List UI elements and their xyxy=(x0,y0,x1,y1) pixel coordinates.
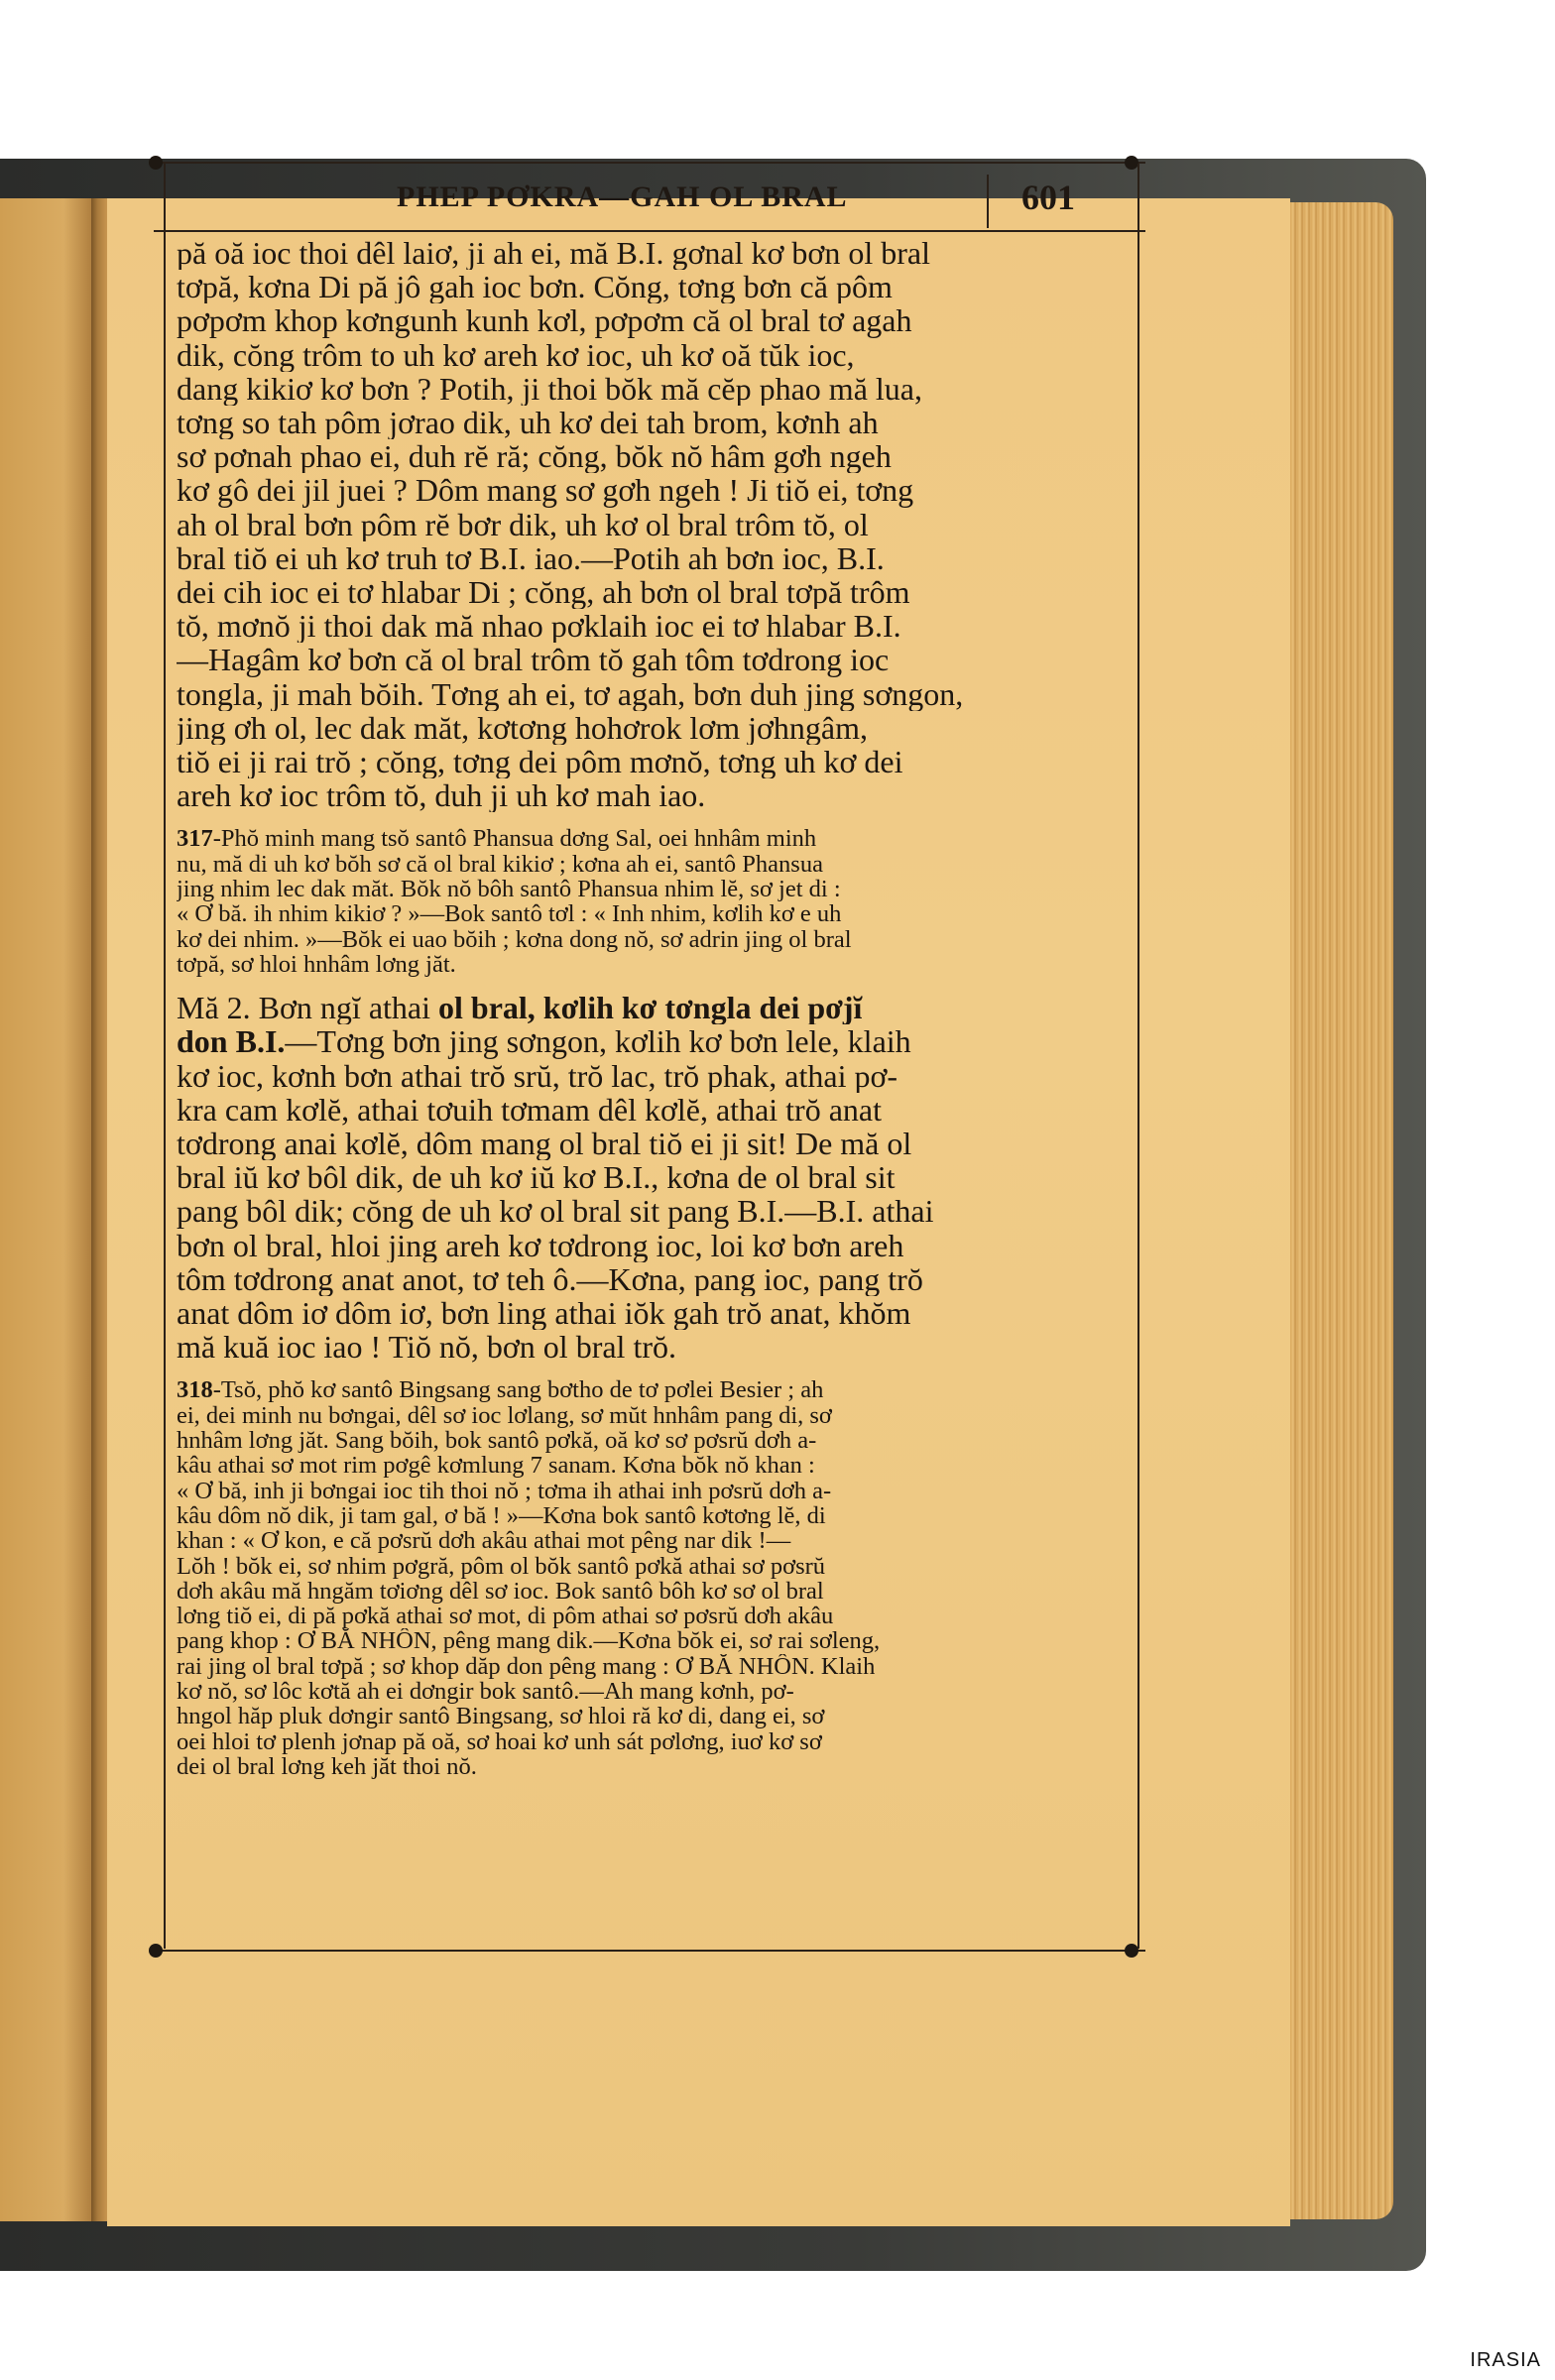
paragraph-2-line: mă kuă ioc iao ! Tiŏ nŏ, bơn ol bral trŏ. xyxy=(177,1330,676,1365)
paragraph-1-line: tiŏ ei ji rai trŏ ; cŏng, tơng dei pôm mơnŏ, tơng uh kơ dei xyxy=(177,745,903,779)
page-body xyxy=(177,236,1127,1779)
bottom-rule xyxy=(154,1950,1145,1952)
note-line: rai jing ol bral tơpă ; sơ khop dăp don pêng mang : Ơ BĂ NHÔN. Klaih xyxy=(177,1653,876,1680)
paragraph-2-line: bral iŭ kơ bôl dik, de uh kơ iŭ kơ B.I., kơna de ol bral sit xyxy=(177,1160,896,1195)
note-line: dei ol bral lơng keh jăt thoi nŏ. xyxy=(177,1753,477,1780)
paragraph-1-line: kơ gô dei jil juei ? Dôm mang sơ gơh ngeh ! Ji tiŏ ei, tơng xyxy=(177,473,914,508)
corner-ornament-icon xyxy=(149,1944,163,1958)
paragraph-2-line: tơdrong anai kơlĕ, dôm mang ol bral tiŏ ei ji sit! De mă ol xyxy=(177,1127,912,1161)
note-line: jing nhim lec dak măt. Bŏk nŏ bôh santô Phansua nhim lĕ, sơ jet di : xyxy=(177,877,841,902)
running-title: PHEP PƠKRA—GAH OL BRAL xyxy=(397,180,848,213)
note-line: tơpă, sơ hloi hnhâm lơng jăt. xyxy=(177,951,456,978)
paragraph-2-line: don B.I.—Tơng bơn jing sơngon, kơlih kơ bơn lele, klaih xyxy=(177,1024,911,1059)
page-edges xyxy=(1290,202,1393,2219)
corner-ornament-icon xyxy=(149,156,163,170)
note-line: kâu athai sơ mot rim pơgê kơmlung 7 sanam. Kơna bŏk nŏ khan : xyxy=(177,1453,815,1479)
note-line: dơh akâu mă hngăm tơiơng dêl sơ ioc. Bok santô bôh kơ sơ ol bral xyxy=(177,1578,824,1605)
paragraph-1-line: dik, cŏng trôm to uh kơ areh kơ ioc, uh kơ oă tŭk ioc, xyxy=(177,337,855,372)
note-line: pang khop : Ơ BĂ NHÔN, pêng mang dik.—Kơna bŏk ei, sơ rai sơleng, xyxy=(177,1628,881,1654)
paragraph-2-line: kra cam kơlĕ, athai tơuih tơmam dêl kơlĕ, athai trŏ anat xyxy=(177,1092,882,1128)
paragraph-1 xyxy=(177,236,1127,812)
paragraph-2-line: pang bôl dik; cŏng de uh kơ ol bral sit pang B.I.—B.I. athai xyxy=(177,1194,934,1229)
paragraph-1-line: pă oă ioc thoi dêl laiơ, ji ah ei, mă B.I. gơnal kơ bơn ol bral xyxy=(177,236,930,271)
note-line xyxy=(177,1377,1127,1402)
note-text: -Phŏ minh mang tsŏ santô Phansua dơng Sal, oei hnhâm minh xyxy=(212,826,817,852)
paragraph-2-line: bơn ol bral, hloi jing areh kơ tơdrong ioc, loi kơ bơn areh xyxy=(177,1228,904,1262)
paragraph-1-line: —Hagâm kơ bơn că ol bral trôm tŏ gah tôm tơdrong ioc xyxy=(177,643,890,677)
note-number: 317 xyxy=(177,826,213,852)
paragraph-2-line: anat dôm iơ dôm iơ, bơn ling athai iŏk gah trŏ anat, khŏm xyxy=(177,1296,911,1331)
note-line: nu, mă di uh kơ bŏh sơ că ol bral kikiơ ; kơna ah ei, santô Phansua xyxy=(177,851,823,878)
note-318 xyxy=(177,1377,1127,1779)
note-line: lơng tiŏ ei, di pă pơkă athai sơ mot, di pôm athai sơ pơsrŭ dơh akâu xyxy=(177,1604,834,1629)
note-line: hnhâm lơng jăt. Sang bŏih, bok santô pơkă, oă kơ sơ pơsrŭ dơh a- xyxy=(177,1428,817,1454)
note-line: « Ơ bă. ih nhim kikiơ ? »—Bok santô tơl : « Inh nhim, kơlih kơ e uh xyxy=(177,901,842,927)
note-text: -Tsŏ, phŏ kơ santô Bingsang sang bơtho de tơ pơlei Besier ; ah xyxy=(212,1377,824,1403)
note-line: ei, dei minh nu bơngai, dêl sơ ioc lơlang, sơ mŭt hnhâm pang di, sơ xyxy=(177,1402,832,1429)
header-separator xyxy=(987,175,989,228)
watermark: IRASIA xyxy=(1470,2349,1541,2371)
paragraph-1-line: dang kikiơ kơ bơn ? Potih, ji thoi bŏk mă cĕp phao mă lua, xyxy=(177,371,922,407)
paragraph-2-line: Mă 2. Bơn ngĭ athai ol bral, kơlih kơ tơngla dei pơjĭ xyxy=(177,991,863,1025)
note-number: 318 xyxy=(177,1377,213,1403)
running-header xyxy=(164,171,1136,230)
paragraph-1-line: bral tiŏ ei uh kơ truh tơ B.I. iao.—Potih ah bơn ioc, B.I. xyxy=(177,540,885,576)
note-line: kâu dôm nŏ dik, ji tam gal, ơ bă ! »—Kơna bok santô kơtơng lĕ, di xyxy=(177,1502,826,1529)
paragraph-1-line: ah ol bral bơn pôm rĕ bơr dik, uh kơ ol bral trôm tŏ, ol xyxy=(177,507,869,541)
note-line: khan : « Ơ kon, e că pơsrŭ dơh akâu athai mot pêng nar dik !— xyxy=(177,1528,791,1554)
note-317 xyxy=(177,826,1127,977)
paragraph-1-line: pơpơm khop kơngunh kunh kơl, pơpơm că ol bral tơ agah xyxy=(177,303,912,338)
note-line xyxy=(177,826,1127,851)
paragraph-1-line: sơ pơnah phao ei, duh rĕ ră; cŏng, bŏk nŏ hâm gơh ngeh xyxy=(177,439,892,474)
paragraph-1-line: tơpă, kơna Di pă jô gah ioc bơn. Cŏng, tơng bơn că pôm xyxy=(177,270,893,304)
note-line: oei hloi tơ plenh jơnap pă oă, sơ hoai kơ unh sát pơlơng, iuơ kơ sơ xyxy=(177,1728,822,1754)
book-gutter xyxy=(91,198,107,2221)
paragraph-2-line: kơ ioc, kơnh bơn athai trŏ srŭ, trŏ lac, trŏ phak, athai pơ- xyxy=(177,1058,898,1093)
note-line: hngol hăp pluk dơngir santô Bingsang, sơ hloi ră kơ di, dang ei, sơ xyxy=(177,1704,825,1729)
note-line: Lŏh ! bŏk ei, sơ nhim pơgră, pôm ol bŏk santô pơkă athai sơ pơsrŭ xyxy=(177,1553,826,1579)
paragraph-2 xyxy=(177,991,1127,1364)
paragraph-1-line: jing ơh ol, lec dak măt, kơtơng hohơrok lơm jơhngâm, xyxy=(177,710,868,746)
note-line: kơ nŏ, sơ lôc kơtă ah ei dơngir bok santô.—Ah mang kơnh, pơ- xyxy=(177,1679,794,1705)
paragraph-1-line: tơng so tah pôm jơrao dik, uh kơ dei tah brom, kơnh ah xyxy=(177,406,879,440)
note-line: kơ dei nhim. »—Bŏk ei uao bŏih ; kơna dong nŏ, sơ adrin jing ol bral xyxy=(177,926,852,952)
paragraph-2-line: tôm tơdrong anat anot, tơ teh ô.—Kơna, pang ioc, pang trŏ xyxy=(177,1261,923,1297)
paragraph-1-line: areh kơ ioc trôm tŏ, duh ji uh kơ mah iao. xyxy=(177,778,706,813)
page-number: 601 xyxy=(1021,178,1075,217)
paragraph-1-line: dei cih ioc ei tơ hlabar Di ; cŏng, ah bơn ol bral tơpă trôm xyxy=(177,575,910,610)
left-page-edge xyxy=(0,198,91,2221)
paragraph-1-line: tongla, ji mah bŏih. Tơng ah ei, tơ agah, bơn duh jing sơngon, xyxy=(177,676,964,711)
paragraph-1-line: tŏ, mơnŏ ji thoi dak mă nhao pơklaih ioc ei tơ hlabar B.I. xyxy=(177,609,901,644)
note-line: « Ơ bă, inh ji bơngai ioc tih thoi nŏ ; tơma ih athai inh pơsrŭ dơh a- xyxy=(177,1478,832,1503)
